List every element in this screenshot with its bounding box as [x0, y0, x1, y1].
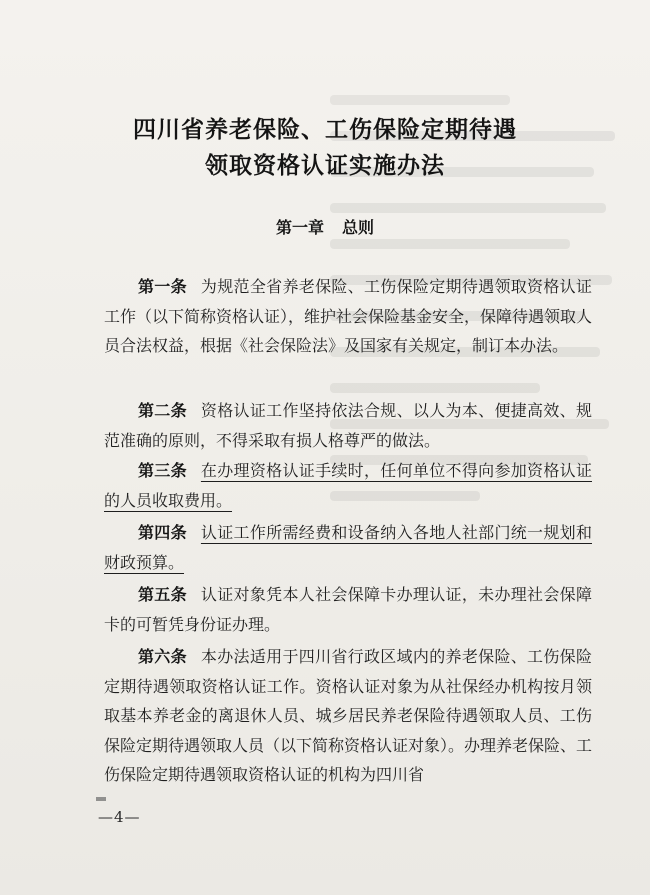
article-1 — [104, 272, 592, 361]
scan-mark — [96, 797, 106, 801]
article-3 — [104, 456, 592, 515]
article-label: 第六条 — [138, 647, 187, 666]
article-label: 第三条 — [138, 461, 187, 480]
article-text: 在办理资格认证手续时，任何单位不得向参加资格认证的人员收取费用。 — [104, 461, 592, 510]
chapter-name: 总则 — [342, 218, 375, 237]
article-label: 第五条 — [138, 585, 187, 604]
page-number: —4— — [98, 808, 141, 826]
article-2 — [104, 396, 592, 455]
article-text: 资格认证工作坚持依法合规、以人为本、便捷高效、规范准确的原则，不得采取有损人格尊严的做法。 — [104, 401, 592, 450]
article-6 — [104, 642, 592, 790]
article-label: 第一条 — [138, 277, 187, 296]
title-line-1: 四川省养老保险、工伤保险定期待遇 — [133, 116, 517, 143]
article-text: 认证对象凭本人社会保障卡办理认证，未办理社会保障卡的可暂凭身份证办理。 — [104, 585, 592, 634]
article-text: 本办法适用于四川省行政区域内的养老保险、工伤保险定期待遇领取资格认证工作。资格认证对象为从社保经办机构按月领取基本养老金的离退休人员、城乡居民养老保险待遇领取人员、工伤保险定期待遇领取人员（以下简称资格认证对象）。办理养老保险、工伤保险定期待遇领取资格认证的机构为四川省 — [104, 647, 593, 784]
article-text: 认证工作所需经费和设备纳入各地人社部门统一规划和财政预算。 — [104, 523, 592, 572]
article-label: 第四条 — [138, 523, 187, 542]
document-title — [0, 112, 650, 184]
article-text: 为规范全省养老保险、工伤保险定期待遇领取资格认证工作（以下简称资格认证），维护社会保险基金安全，保障待遇领取人员合法权益，根据《社会保险法》及国家有关规定，制订本办法。 — [104, 277, 593, 355]
chapter-number: 第一章 — [275, 218, 324, 237]
article-label: 第二条 — [138, 401, 187, 420]
article-4 — [104, 518, 592, 577]
chapter-heading — [0, 215, 650, 238]
article-5 — [104, 580, 592, 639]
title-line-2: 领取资格认证实施办法 — [205, 152, 445, 179]
